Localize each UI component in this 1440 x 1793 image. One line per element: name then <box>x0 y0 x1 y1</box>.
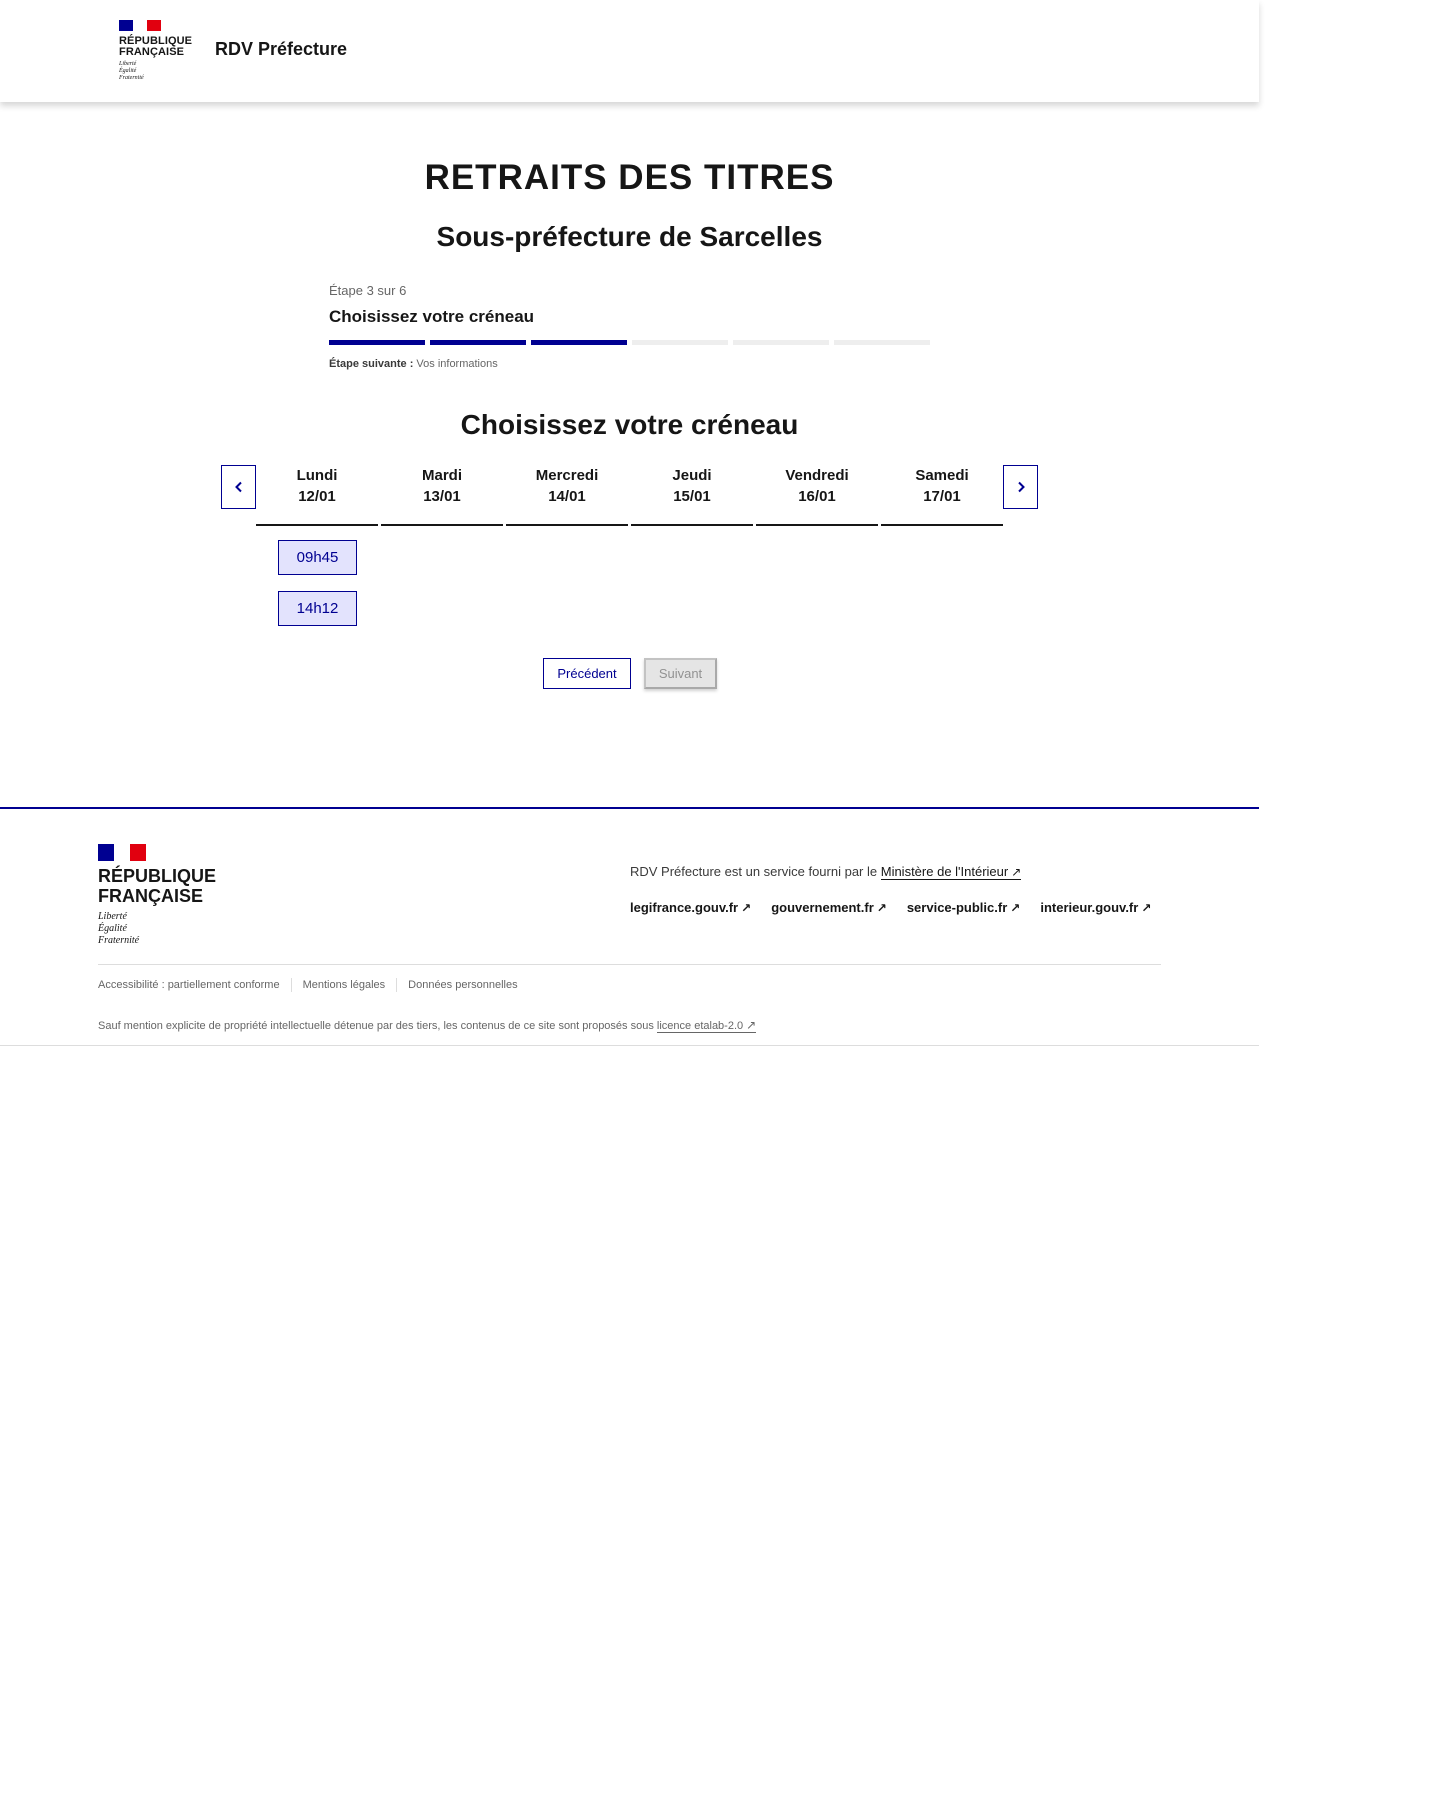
external-link-icon: ↗ <box>746 1018 757 1032</box>
external-link-icon: ↗ <box>876 901 887 915</box>
marianne-logo[interactable] <box>119 20 192 82</box>
day-columns <box>256 466 1003 526</box>
day-name: Lundi <box>296 467 338 484</box>
gouvernement-link[interactable]: gouvernement.fr ↗ <box>771 900 887 915</box>
step-next-label: Étape suivante : <box>329 358 414 370</box>
day-date: 12/01 <box>298 488 336 505</box>
accessibility-link[interactable]: Accessibilité : partiellement conforme <box>98 979 280 991</box>
license-text: Sauf mention explicite de propriété intellectuelle détenue par des tiers, les contenus de ce site sont proposés sous <box>98 1020 654 1032</box>
step-next <box>329 358 931 370</box>
chevron-left-icon <box>233 481 245 493</box>
step-segment-done <box>329 340 425 345</box>
day-header <box>631 466 753 526</box>
day-name: Mardi <box>421 467 462 484</box>
personal-data-link[interactable]: Données personnelles <box>408 979 518 991</box>
day-name: Mercredi <box>535 467 599 484</box>
external-link-icon: ↗ <box>1011 865 1022 879</box>
ministere-link[interactable]: Ministère de l'Intérieur ↗ <box>880 864 1022 879</box>
day-date: 13/01 <box>423 488 461 505</box>
devise: Liberté Égalité Fraternité <box>119 61 144 81</box>
previous-button[interactable]: Précédent <box>543 658 631 689</box>
next-week-button[interactable] <box>1003 465 1038 509</box>
next-button: Suivant <box>644 658 717 689</box>
interieur-link[interactable]: interieur.gouv.fr ↗ <box>1040 900 1152 915</box>
step-state: Étape 3 sur 6 <box>329 283 407 298</box>
step-segment-todo <box>834 340 930 345</box>
external-link-icon: ↗ <box>741 901 752 915</box>
step-segment-todo <box>632 340 728 345</box>
flag-icon <box>119 20 192 31</box>
legifrance-link[interactable]: legifrance.gouv.fr ↗ <box>630 900 752 915</box>
day-name: Samedi <box>915 467 969 484</box>
day-date: 15/01 <box>673 488 711 505</box>
previous-week-button[interactable] <box>221 465 256 509</box>
site-header <box>0 0 1259 102</box>
day-header <box>381 466 503 526</box>
devise: Liberté Égalité Fraternité <box>98 911 140 946</box>
marianne-logo-footer[interactable] <box>98 844 216 947</box>
service-public-link[interactable]: service-public.fr ↗ <box>906 900 1021 915</box>
slot-section-title: Choisissez votre créneau <box>460 409 799 440</box>
day-header <box>506 466 628 526</box>
footer-license <box>98 1018 756 1032</box>
page-subtitle: Sous-préfecture de Sarcelles <box>436 221 823 252</box>
separator <box>396 978 397 992</box>
external-link-icon: ↗ <box>1141 901 1152 915</box>
time-slot-button[interactable]: 14h12 <box>278 591 357 626</box>
flag-icon <box>98 844 216 861</box>
license-link[interactable]: licence etalab-2.0 ↗ <box>656 1018 757 1032</box>
logo-text: RÉPUBLIQUE FRANÇAISE <box>119 35 193 58</box>
step-next-value: Vos informations <box>416 358 498 370</box>
footer-divider <box>98 964 1161 965</box>
day-header <box>256 466 378 526</box>
day-name: Vendredi <box>785 467 849 484</box>
step-segment-done <box>531 340 627 345</box>
chevron-right-icon <box>1015 481 1027 493</box>
footer-links <box>630 900 1151 915</box>
step-segment-done <box>430 340 526 345</box>
step-title: Choisissez votre créneau <box>329 307 535 326</box>
day-date: 17/01 <box>923 488 961 505</box>
separator <box>291 978 292 992</box>
time-slot-button[interactable]: 09h45 <box>278 540 357 575</box>
external-link-icon: ↗ <box>1010 901 1021 915</box>
legal-notice-link[interactable]: Mentions légales <box>302 979 386 991</box>
footer-bottom-links <box>98 978 518 992</box>
day-date: 14/01 <box>548 488 586 505</box>
stepper <box>329 283 931 370</box>
footer-description <box>630 864 1021 879</box>
step-progress-bar <box>329 340 931 345</box>
day-name: Jeudi <box>672 467 712 484</box>
logo-text: RÉPUBLIQUE FRANÇAISE <box>98 866 217 906</box>
day-header <box>756 466 878 526</box>
day-date: 16/01 <box>798 488 836 505</box>
footer-desc-text: RDV Préfecture est un service fourni par le <box>630 864 878 879</box>
service-title[interactable]: RDV Préfecture <box>215 39 348 59</box>
step-segment-todo <box>733 340 829 345</box>
page-title: RETRAITS DES TITRES <box>424 158 835 197</box>
site-footer <box>0 807 1259 1046</box>
day-header <box>881 466 1003 526</box>
